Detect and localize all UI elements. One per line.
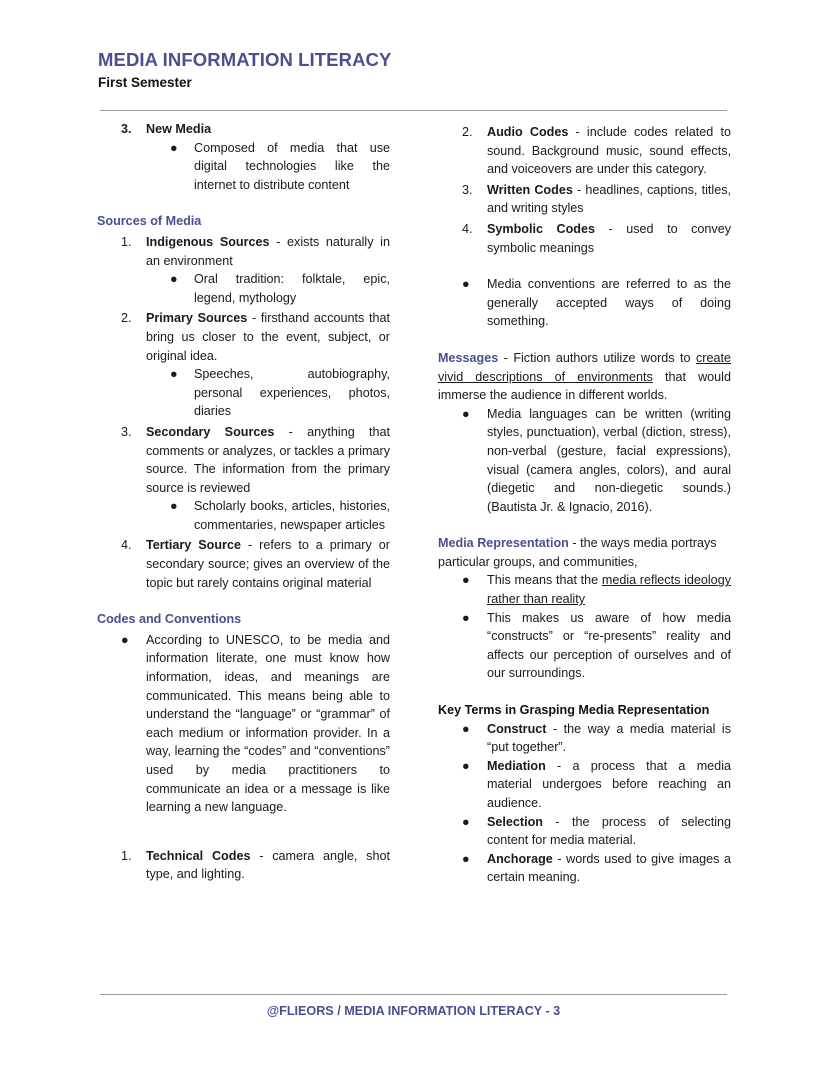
bullet-icon: ●	[462, 814, 470, 829]
bullet-icon: ●	[462, 758, 470, 773]
list-number: 3.	[121, 122, 132, 136]
bullet-conventions	[438, 275, 731, 331]
term-desc: - exists naturally in an environment	[146, 234, 390, 268]
term-desc: - headlines, captions, titles, and writing styles	[487, 182, 731, 216]
sub-bullet	[97, 497, 390, 534]
bullet-text: Composed of media that use digital technologies like the internet to distribute content	[194, 140, 390, 192]
messages-text: - Fiction authors utilize words to	[498, 350, 696, 365]
bullet-text: Oral tradition: folktale, epic, legend, mythology	[194, 272, 390, 305]
list-item-symbolic-codes	[438, 220, 731, 257]
list-number: 4.	[121, 538, 132, 553]
term: Technical Codes	[146, 848, 251, 863]
list-item-secondary	[97, 423, 390, 497]
key-term-construct	[438, 720, 731, 757]
page-footer: @FLIEORS / MEDIA INFORMATION LITERACY - 3	[266, 1004, 561, 1018]
list-item-indigenous	[97, 233, 390, 270]
sub-bullet	[97, 365, 390, 421]
footer-divider	[100, 994, 727, 995]
right-column	[438, 123, 731, 887]
bullet-icon: ●	[170, 140, 178, 155]
list-number: 3.	[121, 424, 132, 439]
bullet-icon: ●	[170, 272, 178, 287]
list-number: 3.	[462, 182, 473, 197]
list-item-technical-codes	[97, 847, 390, 884]
list-number: 1.	[121, 848, 132, 863]
bullet-icon: ●	[462, 851, 470, 866]
list-number: 2.	[121, 311, 132, 326]
bullet-icon: ●	[462, 610, 470, 625]
list-number: 1.	[121, 234, 132, 249]
term-desc: - the way a media material is “put together”.	[487, 721, 731, 755]
term: Symbolic Codes	[487, 221, 595, 236]
representation-text: - the ways media portrays particular groups, and communities,	[438, 536, 717, 569]
term-desc: - anything that comments or analyzes, or tackles a primary source. The information from the primary source is reviewed	[146, 424, 391, 495]
list-item-new-media	[97, 120, 390, 139]
bullet-icon: ●	[462, 406, 470, 421]
term: Written Codes	[487, 182, 573, 197]
list-item-tertiary	[97, 536, 390, 592]
term-desc: - include codes related to sound. Background music, sound effects, and voiceovers are under this category.	[487, 125, 731, 177]
messages-text-end: that would immerse the audience in different worlds.	[438, 369, 731, 403]
term: Audio Codes	[487, 125, 569, 139]
bullet-icon: ●	[121, 632, 129, 647]
bullet-icon: ●	[462, 573, 470, 588]
page-title: MEDIA INFORMATION LITERACY	[98, 49, 392, 70]
bullet-ideology	[438, 571, 731, 608]
messages-paragraph	[438, 349, 731, 405]
term-desc: - the process of selecting content for media material.	[487, 814, 731, 848]
bullet-icon: ●	[170, 499, 178, 514]
term-desc: - firsthand accounts that bring us closer to the event, subject, or original idea.	[146, 311, 391, 363]
section-heading-sources: Sources of Media	[97, 214, 202, 229]
bullet-icon: ●	[170, 367, 178, 382]
term-desc: - used to convey symbolic meanings	[487, 221, 731, 255]
bullet-icon: ●	[462, 721, 470, 736]
section-heading-codes: Codes and Conventions	[97, 612, 242, 627]
term-desc: - camera angle, shot type, and lighting.	[146, 848, 390, 882]
term-desc: - a process that a media material undergoes before reaching an audience.	[487, 758, 731, 810]
term-desc: - refers to a primary or secondary source; gives an overview of the topic but rarely contains original material	[146, 538, 390, 590]
term: Indigenous Sources	[146, 234, 270, 249]
section-label-messages: Messages	[438, 350, 499, 365]
messages-underlined: create vivid descriptions of environments	[438, 350, 731, 384]
bullet-text: Scholarly books, articles, histories, commentaries, newspaper articles	[194, 499, 390, 532]
list-number: 4.	[462, 221, 473, 236]
bullet-text: Media languages can be written (writing styles, punctuation), verbal (diction, stress), non-verbal (gesture, facial expressions), visual (camera angles, colors), and aural (diegetic and non-diegetic sounds.) (Bautista Jr. & Ignacio, 2016).	[487, 406, 731, 514]
bullet-underlined: media reflects ideology rather than reality	[487, 573, 731, 607]
representation-paragraph	[438, 534, 731, 571]
term: Construct	[487, 721, 547, 736]
bullet-text: Speeches, autobiography, personal experiences, photos, diaries	[194, 367, 390, 419]
bullet-icon: ●	[462, 277, 470, 292]
key-term-mediation	[438, 757, 731, 813]
term: Tertiary Source	[146, 538, 241, 553]
term: Anchorage	[487, 851, 553, 866]
bullet-text: According to UNESCO, to be media and information literate, one must know how information, ideas, and meanings are communicated. This means being able to understand the “language” or “grammar” of each medium or information provider. In a way, learning the “codes” and “conventions” used by media practitioners to communicate an idea or a message is like learning a new language.	[146, 632, 390, 815]
header-divider	[100, 110, 727, 111]
section-label-representation: Media Representation	[438, 536, 569, 551]
key-term-anchorage	[438, 850, 731, 887]
list-item-written-codes	[438, 181, 731, 218]
term: New Media	[146, 122, 212, 136]
key-term-selection	[438, 813, 731, 850]
term: Secondary Sources	[146, 424, 275, 439]
section-heading-key-terms: Key Terms in Grasping Media Representation	[438, 703, 710, 718]
sub-bullet	[97, 139, 390, 195]
left-column	[97, 120, 390, 884]
bullet-text: This means that the	[487, 573, 602, 588]
term: Mediation	[487, 758, 546, 773]
bullet-text: Media conventions are referred to as the generally accepted ways of doing something.	[487, 277, 731, 329]
bullet-unesco	[97, 631, 390, 817]
term: Selection	[487, 814, 543, 829]
bullet-aware	[438, 609, 731, 683]
sub-bullet	[97, 270, 390, 307]
page-subtitle: First Semester	[98, 75, 192, 90]
bullet-media-languages	[438, 405, 731, 517]
term: Primary Sources	[146, 311, 248, 326]
list-item-primary	[97, 309, 390, 365]
term-desc: - words used to give images a certain meaning.	[487, 851, 731, 885]
list-item-audio-codes	[438, 123, 731, 179]
bullet-text: This makes us aware of how media “constructs” or “re-presents” reality and affects our perception of ourselves and of our surroundings.	[487, 610, 731, 681]
list-number: 2.	[462, 125, 473, 139]
